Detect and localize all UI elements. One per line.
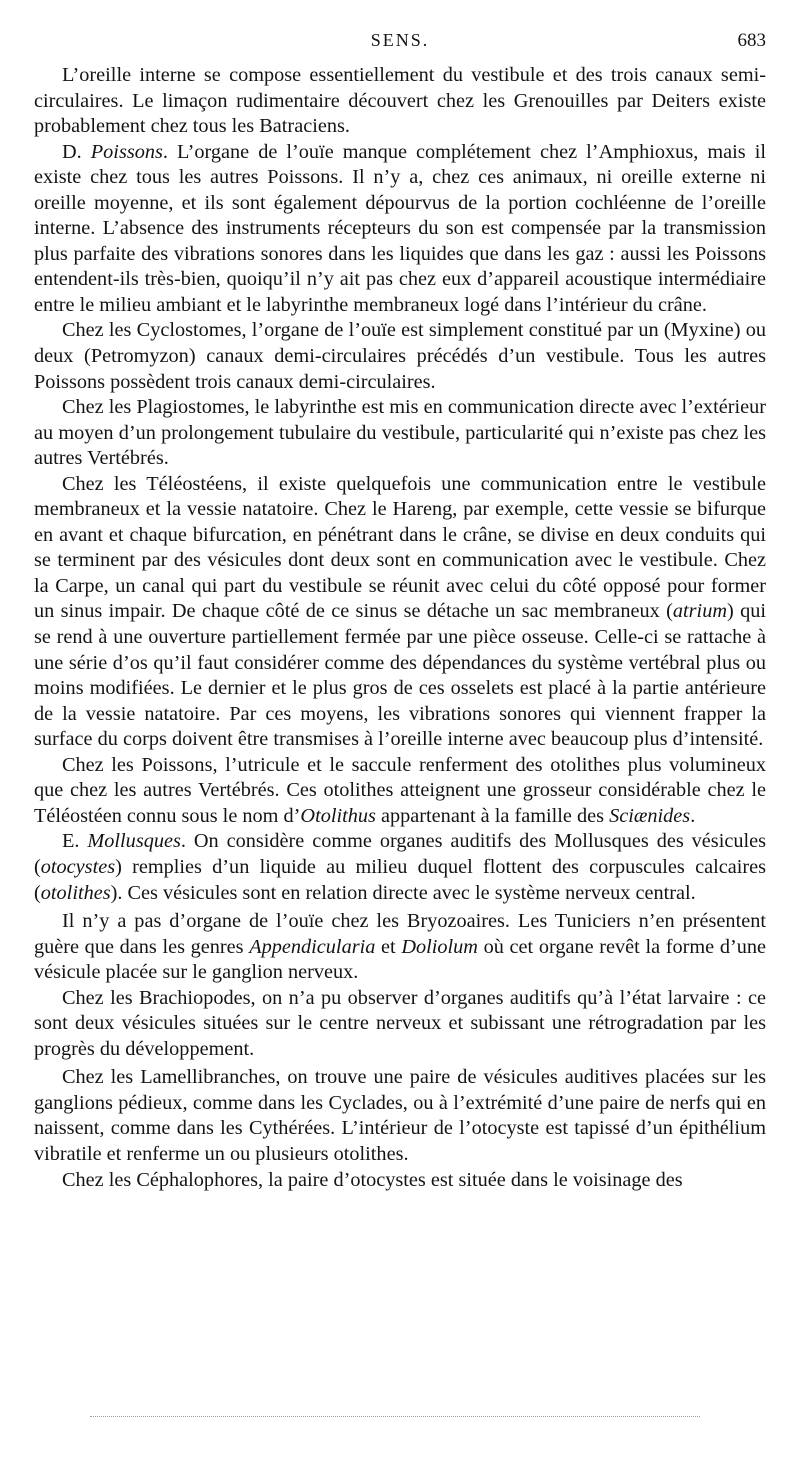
italic-term: Mollusques <box>87 830 181 853</box>
paragraph: Il n’y a pas d’organe de l’ouïe chez les Bryozoaires. Les Tuniciers n’en présentent guère que dans les genres Appendicularia et Doliolum où cet organe revêt la forme d’une vésicule placée sur le ganglion nerveux. <box>34 910 766 984</box>
page-number: 683 <box>737 30 766 51</box>
paragraph: Chez les Lamellibranches, on trouve une paire de vésicules auditives placées sur les ganglions pédieux, comme dans les Cyclades, ou à l’extrémité d’une paire de nerfs qui en naissent, comme dans les Cythérées. L’intérieur de l’otocyste est tapissé d’un épithélium vibratile et renferme un ou plusieurs otolithes. <box>34 1066 766 1165</box>
italic-term: Otolithus <box>300 804 376 827</box>
running-head: SENS. <box>370 30 430 50</box>
italic-term: Appendicularia <box>249 935 376 958</box>
footer-rule <box>90 1416 700 1417</box>
body-text <box>34 63 766 1193</box>
paragraph: Chez les Poissons, l’utricule et le saccule renferment des otolithes plus volumineux que chez les autres Vertébrés. Ces otolithes atteignent une grosseur considérable chez le Téléostéen connu sous le nom d’Otolithus appartenant à la famille des Sciænides. <box>34 753 766 827</box>
paragraph: E. Mollusques. On considère comme organes auditifs des Mollusques des vésicules (otocystes) remplies d’un liquide au milieu duquel flottent des corpuscules calcaires (otolithes). Ces vésicules sont en relation directe avec le système nerveux central. <box>34 830 766 904</box>
italic-term: Doliolum <box>401 935 478 958</box>
paragraph: Chez les Téléostéens, il existe quelquefois une communication entre le vestibule membraneux et la vessie natatoire. Chez le Hareng, par exemple, cette vessie se bifurque en avant et chaque bifurcation, en pénétrant dans le crâne, se divise en deux conduits qui se terminent par des vésicules dont deux sont en communication avec le vestibule. Chez la Carpe, un canal qui part du vestibule se réunit avec celui du côté opposé pour former un sinus impair. De chaque côté de ce sinus se détache un sac membraneux (atrium) qui se rend à une ouverture partiellement fermée par une pièce osseuse. Celle-ci se rattache à une série d’os qu’il faut considérer comme des dépendances du système vertébral plus ou moins modifiées. Le dernier et le plus gros de ces osselets est placé à la partie antérieure de la vessie natatoire. Par ces moyens, les vibrations sonores qui viennent frapper la surface du corps doivent être transmises à l’oreille interne avec beaucoup plus d’intensité. <box>34 472 766 751</box>
italic-term: otocystes <box>40 855 116 878</box>
italic-term: Poissons <box>90 140 163 163</box>
paragraph: Chez les Céphalophores, la paire d’otocystes est située dans le voisinage des <box>62 1168 683 1191</box>
paragraph: Chez les Cyclostomes, l’organe de l’ouïe est simplement constitué par un (Myxine) ou deux (Petromyzon) canaux demi-circulaires précédés d’un vestibule. Tous les autres Poissons possèdent trois canaux demi-circulaires. <box>34 319 766 393</box>
paragraph: D. Poissons. L’organe de l’ouïe manque complétement chez l’Amphioxus, mais il existe chez tous les autres Poissons. Il n’y a, chez ces animaux, ni oreille externe ni oreille moyenne, et ils sont également dépourvus de la portion cochléenne de l’oreille interne. L’absence des instruments récepteurs du son est compensée par la transmission plus parfaite des vibrations sonores dans les liquides que dans les gaz : aussi les Poissons entendent-ils très-bien, quoiqu’il n’y ait pas chez eux d’appareil acoustique intermédiaire entre le milieu ambiant et le labyrinthe membraneux logé dans l’intérieur du crâne. <box>34 140 766 316</box>
italic-term: otolithes <box>40 881 111 904</box>
italic-term: atrium <box>672 600 727 623</box>
paragraph: Chez les Plagiostomes, le labyrinthe est mis en communication directe avec l’extérieur au moyen d’un prolongement tubulaire du vestibule, particularité qui n’existe pas chez les autres Vertébrés. <box>34 396 766 470</box>
page-header <box>34 30 766 60</box>
paragraph: L’oreille interne se compose essentiellement du vestibule et des trois canaux semi-circulaires. Le limaçon rudimentaire découvert chez les Grenouilles par Deiters existe probablement chez tous les Batraciens. <box>34 64 766 138</box>
italic-term: Sciænides <box>609 804 691 827</box>
paragraph: Chez les Brachiopodes, on n’a pu observer d’organes auditifs qu’à l’état larvaire : ce sont deux vésicules situées sur le centre nerveux et subissant une rétrogradation par les progrès du développement. <box>34 986 766 1060</box>
